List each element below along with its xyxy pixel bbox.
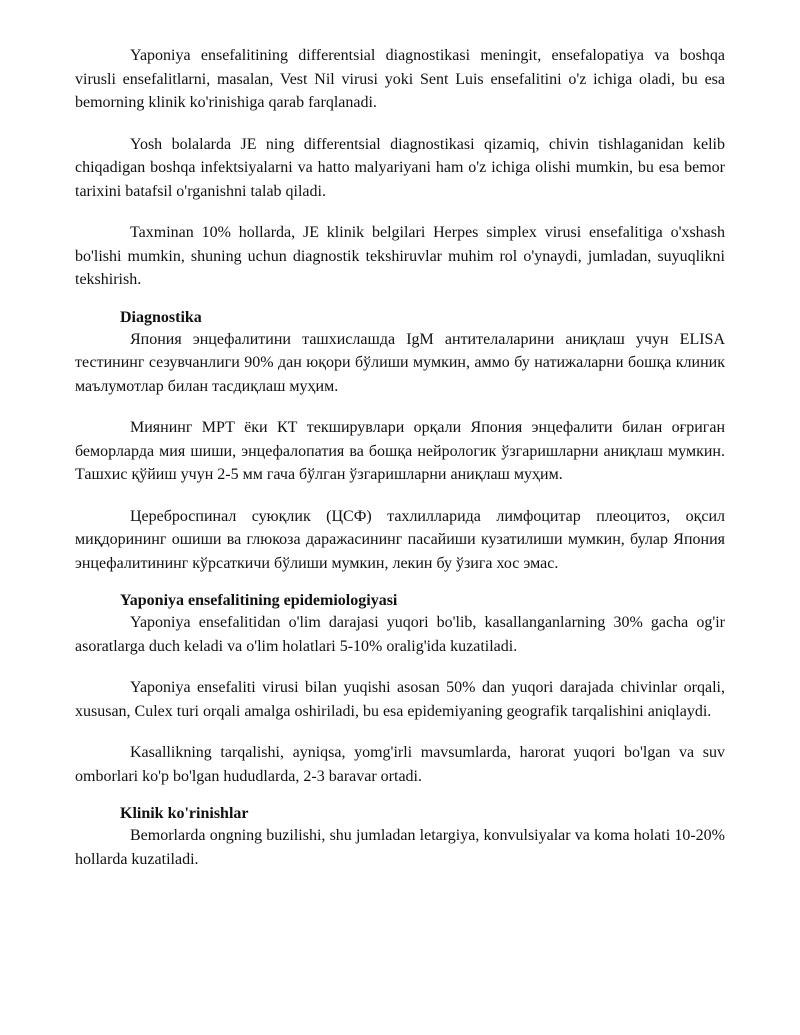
intro-paragraph-2: Yosh bolalarda JE ning differentsial diagnostikasi qizamiq, chivin tishlaganidan kelib chiqadigan boshqa infektsiyalarni va hatto malyariyani ham o'z ichiga olishi mumkin, bu esa bemor tarixini batafsil o'rganishni talab qiladi. xyxy=(75,135,725,200)
document-page xyxy=(75,44,725,871)
epidemiology-paragraph-3: Kasallikning tarqalishi, ayniqsa, yomg'irli mavsumlarda, harorat yuqori bo'lgan va suv omborlari ko'p bo'lgan hududlarda, 2-3 baravar ortadi. xyxy=(75,744,725,785)
diagnostika-paragraph-2: Миянинг МРТ ёки КТ текширувлари орқали Япония энцефалити билан оғриган беморларда мия шиши, энцефалопатия ва бошқа нейрологик ўзгаришларни аниқлаш мумкин. Ташхис қўйиш учун 2-5 мм гача бўлган ўзгаришларни аниқлаш муҳим. xyxy=(75,419,725,483)
diagnostika-paragraph-1: Япония энцефалитини ташхислашда IgM антителаларини аниқлаш учун ELISA тестининг сезувчанлиги 90% дан юқори бўлиши мумкин, аммо бу натижаларни бошқа клиник маълумотлар билан тасдиқлаш муҳим. xyxy=(75,330,725,395)
clinical-paragraph-1: Bemorlarda ongning buzilishi, shu jumladan letargiya, konvulsiyalar va koma holati 10-20% hollarda kuzatiladi. xyxy=(75,827,725,868)
diagnostika-heading: Diagnostika xyxy=(120,308,202,326)
epidemiology-paragraph-2: Yaponiya ensefaliti virusi bilan yuqishi asosan 50% dan yuqori darajada chivinlar orqali, xususan, Culex turi orqali amalga oshiriladi, bu esa epidemiyaning geografik tarqalishini aniqlaydi. xyxy=(75,679,725,720)
epidemiology-heading: Yaponiya ensefalitining epidemiologiyasi xyxy=(120,592,398,609)
diagnostika-paragraph-3: Цереброспинал суюқлик (ЦСФ) тахлилларида лимфоцитар плеоцитоз, оқсил миқдорининг ошиши ва глюкоза даражасининг пасайиши кузатилиши мумкин, булар Япония энцефалитининг кўрсаткичи бўлиши мумкин, лекин бу ўзига хос эмас. xyxy=(75,507,725,572)
intro-paragraph-1: Yaponiya ensefalitining differentsial diagnostikasi meningit, ensefalopatiya va boshqa virusli ensefalitlarni, masalan, Vest Nil virusi yoki Sent Luis ensefalitini o'z ichiga oladi, bu esa bemorning klinik ko'rinishiga qarab farqlanadi. xyxy=(75,47,725,111)
clinical-heading: Klinik ko'rinishlar xyxy=(120,805,249,822)
intro-paragraph-3: Taxminan 10% hollarda, JE klinik belgilari Herpes simplex virusi ensefalitiga o'xshash bo'lishi mumkin, shuning uchun diagnostik tekshiruvlar muhim rol o'ynaydi, jumladan, suyuqlikni tekshirish. xyxy=(75,224,725,288)
epidemiology-paragraph-1: Yaponiya ensefalitidan o'lim darajasi yuqori bo'lib, kasallanganlarning 30% gacha og'ir asoratlarga duch keladi va o'lim holatlari 5-10% oralig'ida kuzatiladi. xyxy=(75,614,725,655)
